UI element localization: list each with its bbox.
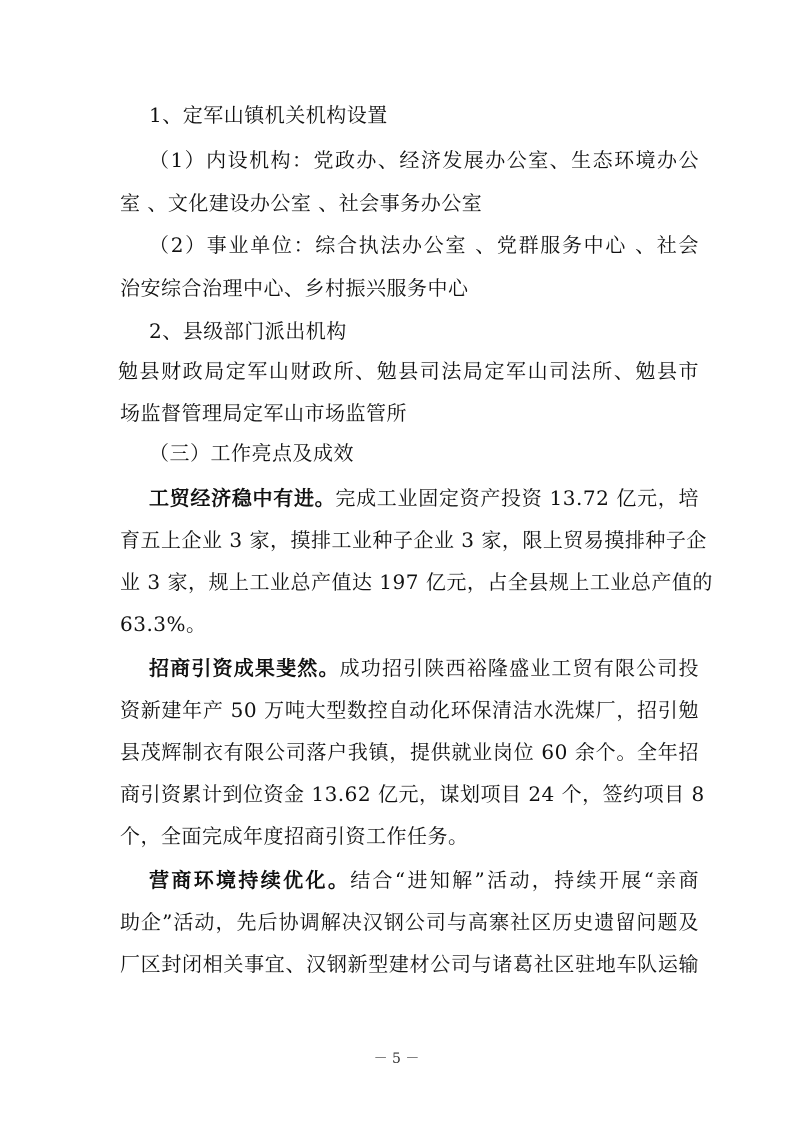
bold-lead: 工贸经济稳中有进。 <box>149 486 336 510</box>
line-text: 成功招引陕西裕隆盛业工贸有限公司投 <box>339 656 700 680</box>
paragraph-line: 厂区封闭相关事宜、汉钢新型建材公司与诸葛社区驻地车队运输 <box>120 952 699 976</box>
line-text: 结合“进知解”活动，持续开展“亲商 <box>350 868 700 892</box>
paragraph-line: （2）事业单位：综合执法办公室 、党群服务中心 、社会 <box>149 233 699 257</box>
paragraph-line <box>149 870 699 890</box>
section-heading: 2、县级部门派出机构 <box>149 319 347 343</box>
paragraph-line: （1）内设机构：党政办、经济发展办公室、生态环境办公 <box>149 148 699 172</box>
paragraph-line: 助企”活动，先后协调解决汉钢公司与高寨社区历史遗留问题及 <box>120 910 699 934</box>
paragraph-line <box>149 488 699 508</box>
paragraph-line: 63.3%。 <box>120 612 207 636</box>
paragraph-line: 县茂辉制衣有限公司落户我镇，提供就业岗位 60 余个。全年招 <box>120 740 699 764</box>
paragraph-line: 育五上企业 3 家，摸排工业种子企业 3 家，限上贸易摸排种子企 <box>120 528 707 552</box>
paragraph-line: 业 3 家，规上工业总产值达 197 亿元，占全县规上工业总产值的 <box>120 570 713 594</box>
paragraph-line: 勉县财政局定军山财政所、勉县司法局定军山司法所、勉县市 <box>118 359 699 383</box>
paragraph-line: 个，全面完成年度招商引资工作任务。 <box>120 824 469 848</box>
bold-lead: 招商引资成果斐然。 <box>149 656 340 680</box>
paragraph-line: 室 、文化建设办公室 、社会事务办公室 <box>120 191 483 215</box>
paragraph-line <box>149 658 699 678</box>
paragraph-line: 场监督管理局定军山市场监管所 <box>120 401 407 425</box>
line-text: 完成工业固定资产投资 13.72 亿元，培 <box>335 486 699 510</box>
section-heading: 1、定军山镇机关机构设置 <box>149 103 388 127</box>
bold-lead: 营商环境持续优化。 <box>149 868 351 892</box>
page-number: － 5 － <box>373 1051 420 1067</box>
paragraph-line: 资新建年产 50 万吨大型数控自动化环保清洁水洗煤厂，招引勉 <box>120 698 699 722</box>
paragraph-line: 商引资累计到位资金 13.62 亿元，谋划项目 24 个，签约项目 8 <box>120 782 705 806</box>
paragraph-line: 治安综合治理中心、乡村振兴服务中心 <box>120 276 469 300</box>
section-heading: （三）工作亮点及成效 <box>149 441 354 465</box>
